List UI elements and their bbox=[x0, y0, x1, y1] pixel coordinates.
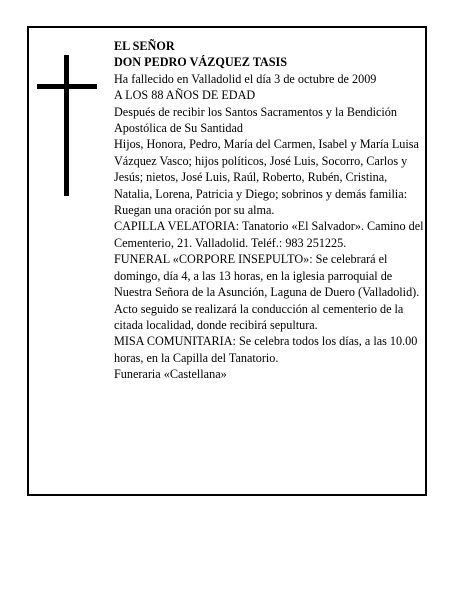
cross-icon-bar bbox=[37, 84, 97, 89]
age-line: A LOS 88 AÑOS DE EDAD bbox=[114, 88, 256, 103]
funeral-home: Funeraria «Castellana» bbox=[114, 367, 227, 382]
deceased-name: DON PEDRO VÁZQUEZ TASIS bbox=[114, 55, 288, 70]
death-line: Ha fallecido en Valladolid el día 3 de octubre de 2009 bbox=[114, 71, 377, 86]
sacraments-line: Después de recibir los Santos Sacramentos y la Bendición Apostólica de Su Santidad bbox=[114, 104, 397, 136]
family-paragraph: Hijos, Honora, Pedro, María del Carmen, Isabel y María Luisa Vázquez Vasco; hijos políticos, José Luis, Socorro, Carlos y Jesús; nietos, José Luis, Raúl, Roberto, Rubén, Cristina, Natalia, Lorena, Patricia y Diego; sobrinos y demás familia: bbox=[114, 137, 419, 201]
title: EL SEÑOR bbox=[114, 39, 175, 53]
funeral-paragraph: FUNERAL «CORPORE INSEPULTO»: Se celebrará el domingo, día 4, a las 13 horas, en la iglesia parroquial de Nuestra Señora de la Asunción, Laguna de Duero (Valladolid). Acto seguido se realizará la conducción al cementerio de la citada localidad, donde recibirá sepultura. bbox=[114, 252, 420, 332]
cross-icon bbox=[64, 55, 69, 196]
prayer-line: Ruegan una oración por su alma. bbox=[114, 203, 275, 218]
obituary-text bbox=[114, 38, 424, 383]
chapel-paragraph: CAPILLA VELATORIA: Tanatorio «El Salvador». Camino del Cementerio, 21. Valladolid. Teléf.: 983 251225. bbox=[114, 219, 424, 250]
mass-paragraph: MISA COMUNITARIA: Se celebra todos los días, a las 10.00 horas, en la Capilla del Tanatorio. bbox=[114, 334, 418, 365]
